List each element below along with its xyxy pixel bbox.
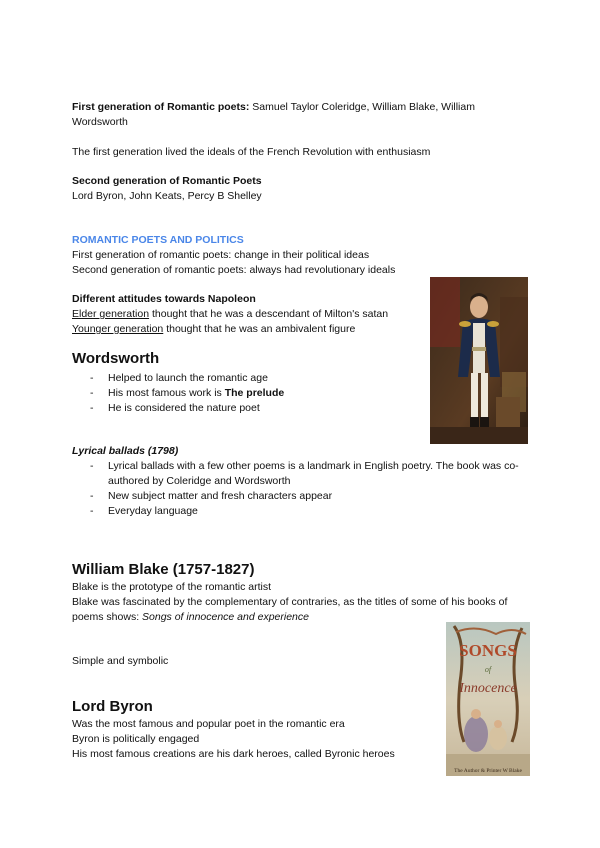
elder-generation-label: Elder generation [72, 308, 150, 320]
napoleon-portrait-image [430, 277, 528, 444]
second-generation-names: Lord Byron, John Keats, Percy B Shelley [72, 190, 262, 202]
second-generation-heading: Second generation of Romantic Poets [72, 175, 262, 187]
wordsworth-bullet-1: Helped to launch the romantic age [108, 372, 268, 384]
songs-cover-footer: The Author & Printer W Blake [454, 768, 522, 774]
wordsworth-bullet-list [72, 371, 532, 416]
lyrical-bullet-2: New subject matter and fresh characters appear [108, 490, 333, 502]
songs-cover-title: SONGS [459, 641, 517, 660]
list-item [72, 489, 532, 504]
blake-line-2-text: Blake was fascinated by the complementary of contraries, as the titles of some of his books of poems shows: [72, 596, 508, 623]
lyrical-ballads-bullet-list [72, 459, 532, 519]
first-generation-names: Samuel Taylor Coleridge, William Blake, William Wordsworth [72, 101, 475, 128]
blake-simple-symbolic: Simple and symbolic [72, 655, 169, 667]
wordsworth-title: Wordsworth [72, 350, 160, 367]
lord-byron-title: Lord Byron [72, 698, 153, 715]
list-item [72, 459, 532, 489]
first-generation-paragraph [72, 100, 512, 130]
elder-generation-line [72, 307, 388, 322]
younger-generation-text: thought that he was an ambivalent figure [163, 323, 356, 335]
songs-of-innocence-cover-icon [446, 622, 530, 776]
bullet-dash: - [90, 372, 94, 384]
william-blake-title: William Blake (1757-1827) [72, 561, 255, 578]
wordsworth-bullet-2: His most famous work is [108, 387, 225, 399]
politics-line-1: First generation of romantic poets: change in their political ideas [72, 249, 370, 261]
bullet-dash: - [90, 505, 94, 517]
songs-title-italic: Songs of innocence and experience [142, 611, 309, 623]
younger-generation-label: Younger generation [72, 323, 164, 335]
elder-generation-text: thought that he was a descendant of Milton's satan [149, 308, 389, 320]
politics-line-2: Second generation of romantic poets: always had revolutionary ideals [72, 264, 396, 276]
younger-generation-line [72, 322, 355, 337]
napoleon-portrait-icon [430, 277, 528, 444]
songs-of-innocence-image [446, 622, 530, 776]
blake-line-1: Blake is the prototype of the romantic artist [72, 581, 272, 593]
napoleon-heading: Different attitudes towards Napoleon [72, 293, 256, 305]
lyrical-ballads-heading: Lyrical ballads (1798) [72, 445, 179, 457]
byron-line-2: Byron is politically engaged [72, 733, 200, 745]
wordsworth-bullet-3: He is considered the nature poet [108, 402, 260, 414]
politics-heading: ROMANTIC POETS AND POLITICS [72, 234, 244, 246]
songs-cover-of: of [484, 665, 492, 674]
list-item [72, 504, 532, 519]
bullet-dash: - [90, 460, 94, 472]
blake-line-2 [72, 595, 532, 625]
the-prelude-title: The prelude [224, 387, 285, 399]
byron-line-3: His most famous creations are his dark heroes, called Byronic heroes [72, 748, 395, 760]
first-generation-label: First generation of Romantic poets: [72, 101, 250, 113]
list-item [72, 371, 532, 386]
lyrical-bullet-1: Lyrical ballads with a few other poems is a landmark in English poetry. The book was co-authored by Coleridge and Wordsworth [108, 460, 519, 487]
list-item [72, 401, 532, 416]
lyrical-bullet-3: Everyday language [108, 505, 198, 517]
first-generation-ideals: The first generation lived the ideals of the French Revolution with enthusiasm [72, 146, 431, 158]
songs-cover-innocence: Innocence [459, 681, 517, 696]
bullet-dash: - [90, 402, 94, 414]
list-item [72, 386, 532, 401]
bullet-dash: - [90, 490, 94, 502]
byron-line-1: Was the most famous and popular poet in the romantic era [72, 718, 345, 730]
bullet-dash: - [90, 387, 94, 399]
